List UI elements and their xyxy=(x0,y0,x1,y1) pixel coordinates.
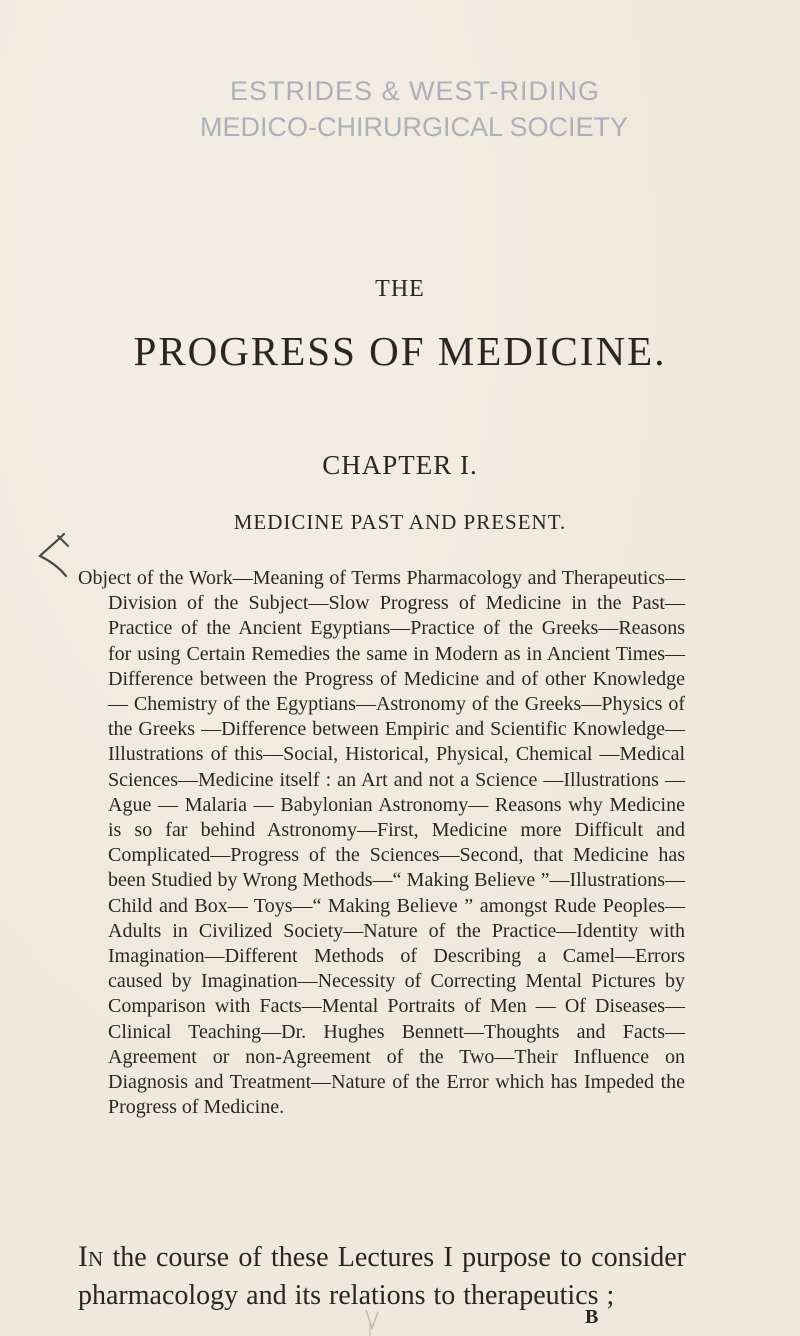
body-paragraph xyxy=(78,1238,686,1315)
lead-word: In xyxy=(78,1240,104,1273)
book-title: PROGRESS OF MEDICINE. xyxy=(133,328,667,374)
library-stamp xyxy=(200,68,640,158)
pencil-tick-mark-icon xyxy=(36,532,72,578)
title-article: THE xyxy=(375,276,425,302)
stamp-line-1: ESTRIDES & WEST-RIDING xyxy=(230,76,601,106)
stamp-line-2: MEDICO-CHIRURGICAL SOCIETY xyxy=(200,112,629,142)
signature-mark: B xyxy=(585,1306,599,1328)
chapter-subtitle: MEDICINE PAST AND PRESENT. xyxy=(233,510,567,534)
pencil-smudge-icon xyxy=(360,1308,384,1336)
body-paragraph-text: the course of these Lectures I purpose to consider pharmacology and its relations to therapeutics ; xyxy=(78,1242,686,1311)
synopsis-text: Object of the Work—Meaning of Terms Pharmacology and Therapeutics—Division of the Subject—Slow Progress of Medicine in the Past—Practice of the Ancient Egyptians—Practice of the Greeks—Reasons for using Certain Remedies the same in Modern as in Ancient Times—Difference between the Progress of Medicine and of other Knowledge — Chemistry of the Egyptians—Astronomy of the Greeks—Physics of the Greeks —Difference between Empiric and Scientific Knowledge— Illustrations of this—Social, Historical, Physical, Chemical —Medical Sciences—Medicine itself : an Art and not a Science —Illustrations — Ague — Malaria — Babylonian Astronomy— Reasons why Medicine is so far behind Astronomy—First, Medicine more Difficult and Complicated—Progress of the Sciences—Second, that Medicine has been Studied by Wrong Methods—“ Making Believe ”—Illustrations—Child and Box— Toys—“ Making Believe ” amongst Rude Peoples—Adults in Civilized Society—Nature of the Practice—Identity with Imagination—Different Methods of Describing a Camel—Errors caused by Imagination—Necessity of Correcting Mental Pictures by Comparison with Facts—Mental Portraits of Men — Of Diseases—Clinical Teaching—Dr. Hughes Bennett—Thoughts and Facts—Agreement or non-Agreement of the Two—Their Influence on Diagnosis and Treatment—Nature of the Error which has Impeded the Progress of Medicine. xyxy=(78,567,685,1119)
chapter-heading: CHAPTER I. xyxy=(322,450,478,480)
